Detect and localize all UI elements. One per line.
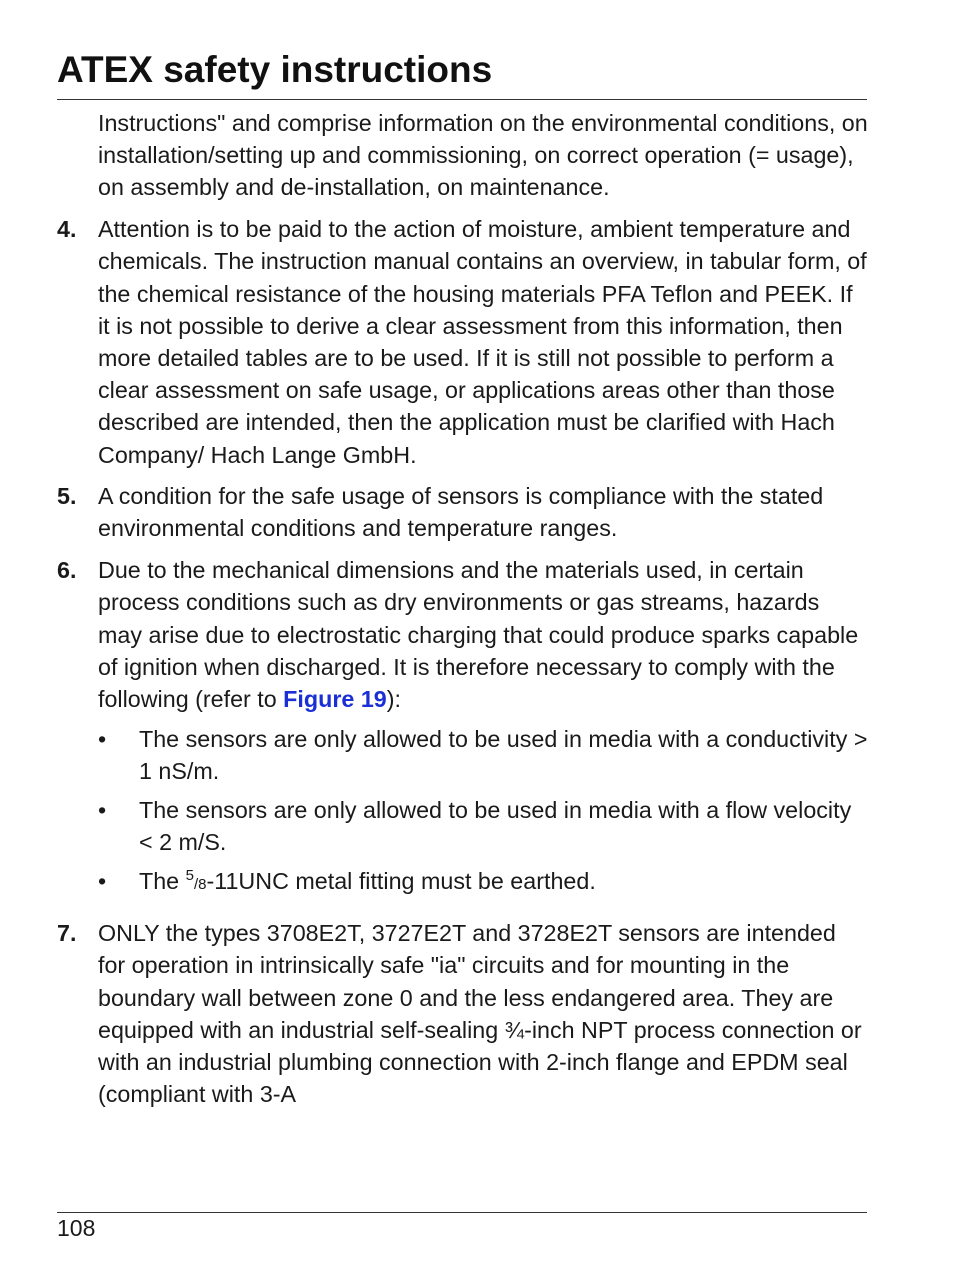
page-title: ATEX safety instructions (57, 49, 493, 90)
page-number: 108 (57, 1215, 96, 1241)
item-number: 7. (57, 920, 77, 947)
list-item-4 (57, 213, 869, 471)
list-item-5 (57, 480, 869, 544)
bullet-text-suffix: -11UNC metal fitting must be earthed. (206, 867, 596, 894)
bullet-icon: • (98, 726, 107, 753)
item-number: 5. (57, 483, 77, 510)
bullet-text-prefix: The (139, 867, 186, 894)
fraction-numerator: 5 (185, 866, 194, 884)
list-item-7 (57, 917, 869, 1110)
item-body (98, 554, 869, 908)
figure-19-link[interactable]: Figure 19 (283, 685, 387, 712)
item-number: 4. (57, 216, 77, 243)
item-text: Attention is to be paid to the action of moisture, ambient temperature and chemicals. The instruction manual contains an overview, in tabular form, of the chemical resistance of the housing materials PFA Teflon and PEEK. If it is not possible to derive a clear assessment from this information, then more detailed tables are to be used. If it is still not possible to perform a clear assessment on safe usage, or applications areas other than those described are intended, then the application must be clarified with Hach Company/ Hach Lange GmbH. (98, 216, 867, 468)
bullet-item (98, 723, 869, 787)
header-divider (57, 99, 867, 100)
fraction-denominator: /8 (193, 875, 207, 893)
footer-divider (57, 1212, 867, 1213)
bullet-item (98, 794, 869, 858)
list-item-6 (57, 554, 869, 908)
bullet-text (139, 865, 869, 901)
page-body (57, 107, 869, 1120)
bullet-item (98, 865, 869, 901)
item-text: A condition for the safe usage of sensors is compliance with the stated environmental conditions and temperature ranges. (98, 483, 824, 542)
bullet-icon: • (98, 797, 107, 824)
bullet-icon: • (98, 867, 107, 894)
item-text: Due to the mechanical dimensions and the materials used, in certain process conditions such as dry environments or gas streams, hazards may arise due to electrostatic charging that could produce sparks capable of ignition when discharged. It is therefore necessary to comply with the following (refer to (98, 557, 859, 712)
item-text-tail: ): (386, 685, 401, 712)
bullet-text: The sensors are only allowed to be used in media with a flow velocity < 2 m/S. (139, 797, 852, 856)
item-number: 6. (57, 557, 77, 584)
item-text: ONLY the types 3708E2T, 3727E2T and 3728E2T sensors are intended for operation in intrinsically safe "ia" circuits and for mounting in the boundary wall between zone 0 and the less endangered area. They are equipped with an industrial self-sealing ¾-inch NPT process connection or with an industrial plumbing connection with 2-inch flange and EPDM seal (compliant with 3-A (98, 920, 862, 1108)
intro-paragraph: Instructions" and comprise information on the environmental conditions, on installation/setting up and commissioning, on correct operation (= usage), on assembly and de-installation, on maintenance. (98, 110, 868, 201)
bullet-text: The sensors are only allowed to be used in media with a conductivity > 1 nS/m. (139, 726, 868, 785)
bullet-list (98, 723, 869, 901)
